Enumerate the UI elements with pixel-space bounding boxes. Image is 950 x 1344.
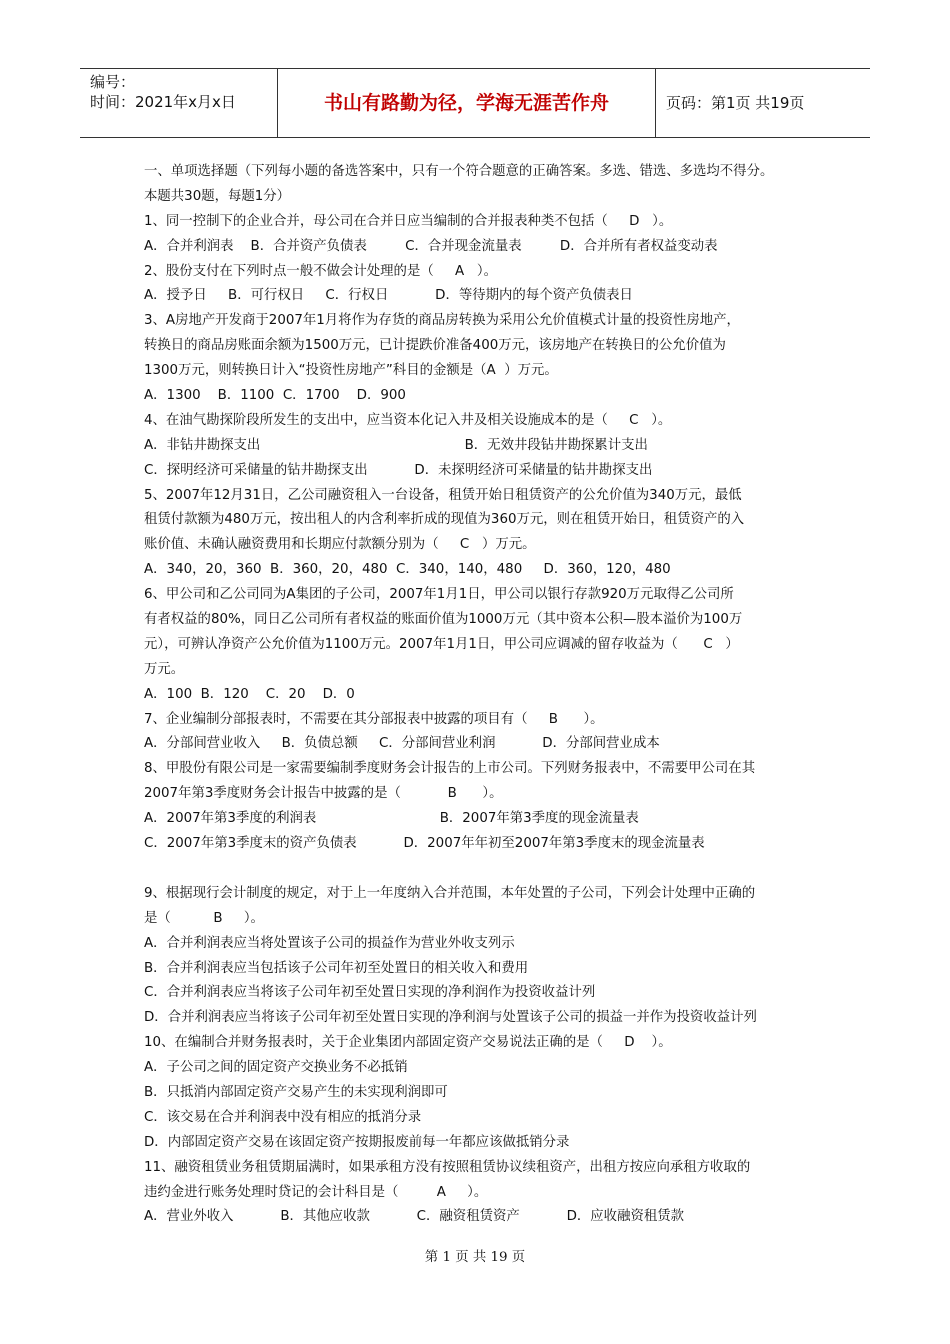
text-line: C．合并利润表应当将该子公司年初至处置日实现的净利润作为投资收益计列	[144, 985, 596, 1001]
header-meta-cell	[80, 69, 278, 137]
text-line: A．营业外收入 B．其他应收款 C．融资租赁资产 D．应收融资租赁款	[144, 1209, 685, 1225]
text-line: 1、同一控制下的企业合并，母公司在合并日应当编制的合并报表种类不包括（ D ）。	[144, 213, 673, 229]
text-line: D．合并利润表应当将该子公司年初至处置日实现的净利润与处置该子公司的损益一并作为投资收益计列	[144, 1010, 757, 1026]
text-line: 1300万元，则转换日计入“投资性房地产”科目的金额是（A ）万元。	[144, 363, 558, 379]
text-line: A．340，20，360 B．360，20，480 C．340，140，480 D．360，120，480	[144, 562, 671, 578]
text-line: B．只抵消内部固定资产交易产生的未实现利润即可	[144, 1084, 448, 1100]
text-line: A．非钻井勘探支出 B．无效井段钻井勘探累计支出	[144, 437, 648, 453]
document-number-label: 编号：	[90, 73, 136, 91]
text-line: 4、在油气勘探阶段所发生的支出中，应当资本化记入井及相关设施成本的是（ C ）。	[144, 412, 672, 428]
text-line: 6、甲公司和乙公司同为A集团的子公司，2007年1月1日，甲公司以银行存款920万元取得乙公司所	[144, 587, 734, 603]
text-line: 9、根据现行会计制度的规定，对于上一年度纳入合并范围，本年处置的子公司，下列会计处理中正确的	[144, 885, 756, 901]
page-header	[80, 68, 870, 138]
text-line: B．合并利润表应当包括该子公司年初至处置日的相关收入和费用	[144, 960, 529, 976]
text-line: C．探明经济可采储量的钻井勘探支出 D．未探明经济可采储量的钻井勘探支出	[144, 462, 653, 478]
text-line: D．内部固定资产交易在该固定资产按期报废前每一年都应该做抵销分录	[144, 1134, 570, 1150]
text-line: A．2007年第3季度的利润表 B．2007年第3季度的现金流量表	[144, 811, 639, 827]
text-line: 2、股份支付在下列时点一般不做会计处理的是（ A ）。	[144, 263, 498, 279]
text-line: 11、融资租赁业务租赁期届满时，如果承租方没有按照租赁协议续租资产，出租方按应向承租方收取的	[144, 1159, 751, 1175]
text-line: 违约金进行账务处理时贷记的会计科目是（ A ）。	[144, 1184, 488, 1200]
text-line: A．子公司之间的固定资产交换业务不必抵销	[144, 1060, 408, 1076]
text-line: 7、企业编制分部报表时，不需要在其分部报表中披露的项目有（ B ）。	[144, 711, 604, 727]
text-line: 8、甲股份有限公司是一家需要编制季度财务会计报告的上市公司。下列财务报表中，不需要甲公司在其	[144, 761, 756, 777]
text-line: A．合并利润表 B．合并资产负债表 C．合并现金流量表 D．合并所有者权益变动表	[144, 238, 718, 254]
text-line: C．该交易在合并利润表中没有相应的抵消分录	[144, 1109, 422, 1125]
text-line: C．2007年第3季度末的资产负债表 D．2007年年初至2007年第3季度末的现金流量表	[144, 836, 705, 852]
text-line: 本题共30题，每题1分）	[144, 188, 291, 204]
question-body	[144, 160, 824, 1230]
text-line: 10、在编制合并财务报表时，关于企业集团内部固定资产交易说法正确的是（ D ）。	[144, 1035, 672, 1051]
text-line: 账价值、未确认融资费用和长期应付款额分别为（ C ）万元。	[144, 537, 536, 553]
text-line: 有者权益的80%，同日乙公司所有者权益的账面价值为1000万元（其中资本公积—股本溢价为100万	[144, 612, 743, 628]
text-line: 2007年第3季度财务会计报告中披露的是（ B ）。	[144, 786, 503, 802]
text-line: 万元。	[144, 661, 185, 677]
text-line: 租赁付款额为480万元，按出租人的内含利率折成的现值为360万元，则在租赁开始日，租赁资产的入	[144, 512, 745, 528]
header-page-indicator: 页码：第1页 共19页	[666, 94, 805, 112]
text-line: A．分部间营业收入 B．负债总额 C．分部间营业利润 D．分部间营业成本	[144, 736, 660, 752]
text-line: 一、单项选择题（下列每小题的备选答案中，只有一个符合题意的正确答案。多选、错选、多选均不得分。	[144, 164, 774, 179]
text-line: 元），可辨认净资产公允价值为1100万元。2007年1月1日，甲公司应调减的留存收益为（ C ）	[144, 636, 739, 652]
text-line	[144, 857, 824, 882]
text-line: 5、2007年12月31日，乙公司融资租入一台设备，租赁开始日租赁资产的公允价值为340万元，最低	[144, 487, 742, 503]
text-line: A．合并利润表应当将处置该子公司的损益作为营业外收支列示	[144, 935, 515, 951]
text-line: 是（ B ）。	[144, 910, 264, 926]
header-motto: 书山有路勤为径，学海无涯苦作舟	[278, 69, 656, 137]
text-line: A．100 B．120 C．20 D．0	[144, 686, 355, 702]
text-line: 3、A房地产开发商于2007年1月将作为存货的商品房转换为采用公允价值模式计量的投资性房地产，	[144, 313, 740, 329]
document-date-label: 时间：2021年x月x日	[90, 93, 236, 111]
text-line: A．1300 B．1100 C．1700 D．900	[144, 388, 406, 404]
text-line: 转换日的商品房账面余额为1500万元，已计提跌价准备400万元，该房地产在转换日的公允价值为	[144, 338, 726, 354]
text-line: A．授予日 B．可行权日 C．行权日 D．等待期内的每个资产负债表日	[144, 288, 633, 304]
page-footer: 第 1 页 共 19 页	[424, 1250, 526, 1265]
